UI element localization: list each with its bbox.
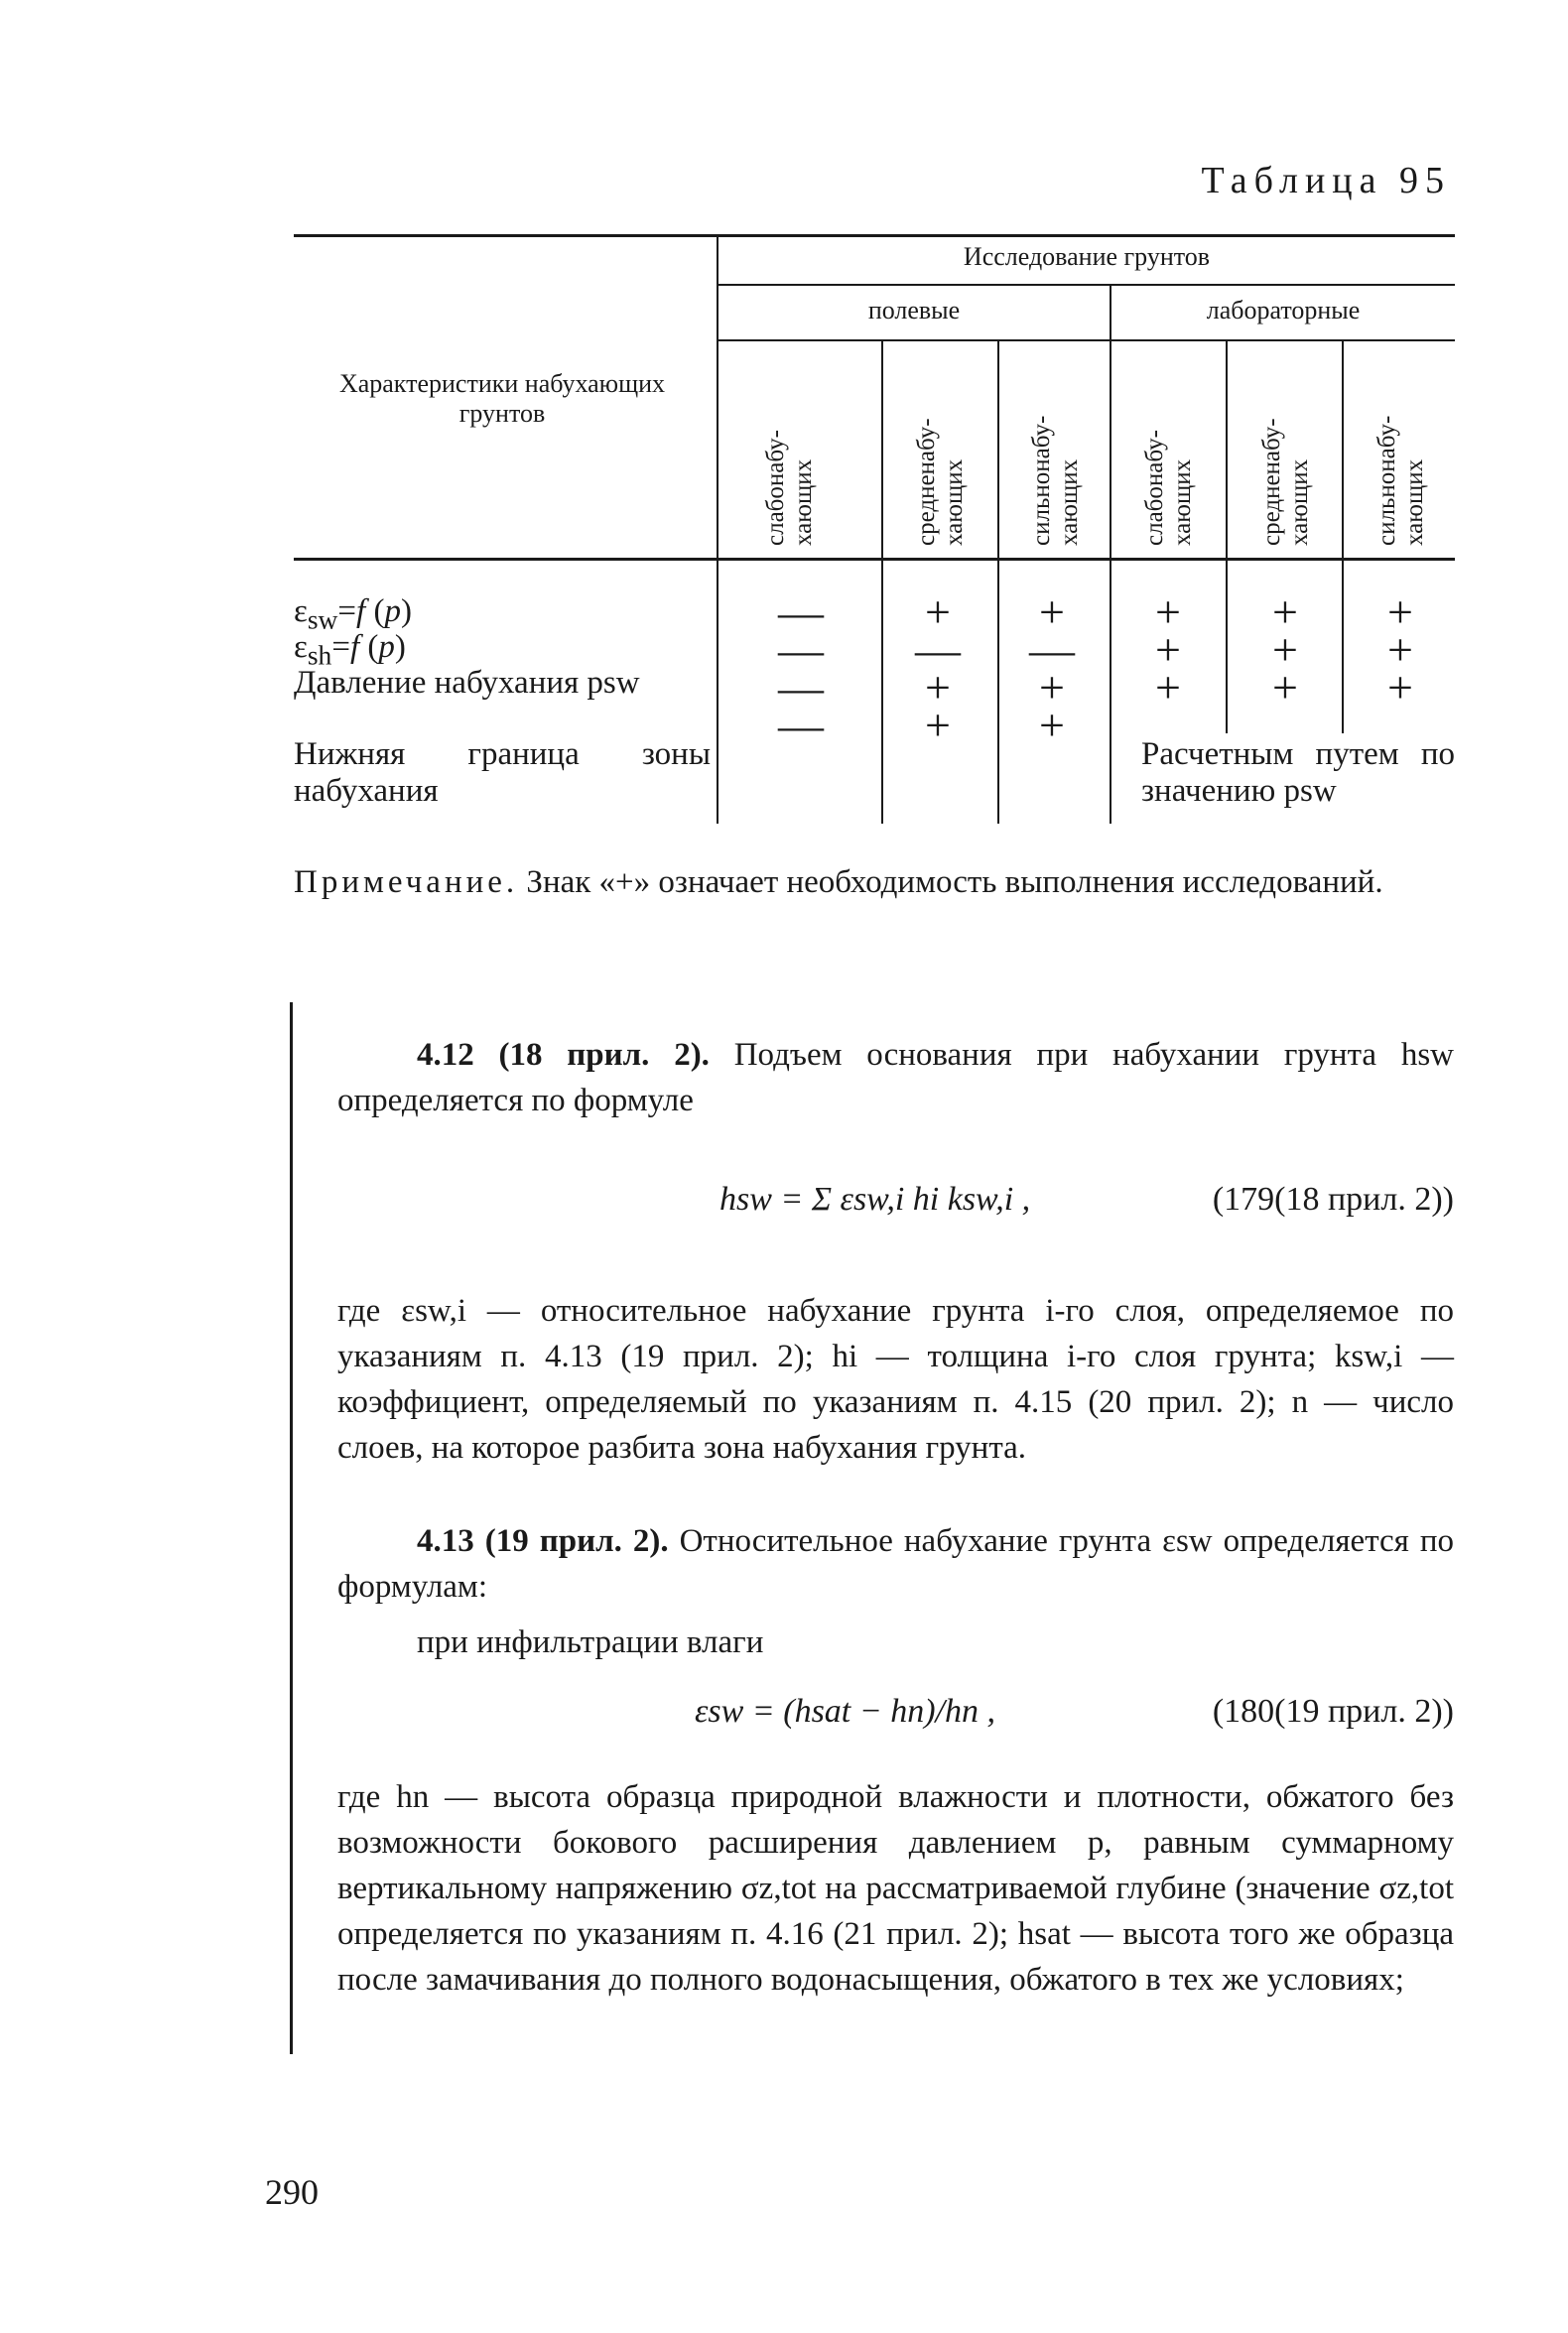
cell-r1-c2: +	[925, 586, 951, 637]
cell-r4-c3: +	[1039, 700, 1065, 750]
cell-r1-c3: +	[1039, 586, 1065, 637]
note-text: Знак «+» означает необходимость выполнения исследований.	[526, 864, 1383, 900]
p412-text: Подъем основания при набухании грунта hsw определяется по формуле	[337, 1037, 1455, 1118]
infiltration-line: при инфильтрации влаги	[417, 1624, 764, 1660]
cell-r4-c2: +	[925, 700, 951, 750]
table-vline-lab-2	[1342, 341, 1344, 733]
header-study: Исследование грунтов	[963, 242, 1211, 271]
cell-r1-c6: +	[1387, 586, 1413, 637]
cell-r2-c3: —	[1029, 624, 1075, 675]
header-lab: лабораторные	[1206, 296, 1361, 324]
cell-r2-c1: —	[778, 624, 824, 675]
row-label-pressure: Давление набухания psw	[294, 665, 640, 701]
cell-r1-c1: —	[778, 586, 824, 637]
field-lab-under-rule	[717, 339, 1455, 341]
formula-180: εsw = (hsat − hn)/hn ,	[695, 1693, 995, 1730]
paragraph-where-180: где hn — высота образца природной влажности и плотности, обжатого без возможности бокового расширения давлением p, равным суммарному вертикальному напряжению σz,tot на рассматриваемой глубине (значение σz,tot определяется по указаниям п. 4.16 (21 прил. 2); hsat — высота того же образца после замачивания до полного водонасыщения, обжатого в тех же условиях;	[337, 1779, 1454, 1998]
cell-r3-c5: +	[1272, 662, 1298, 713]
cell-r2-c4: +	[1155, 624, 1181, 675]
column-header-lab-medium: средненабу- хающих	[1258, 418, 1313, 546]
column-header-lab-weak: слабонабу- хающих	[1141, 430, 1196, 546]
table-header-bottom-rule	[294, 558, 1455, 561]
p412-head: 4.12 (18 прил. 2).	[417, 1037, 710, 1073]
table-vline-field-2	[997, 341, 999, 824]
formula-179: hsw = Σ εsw,i hi ksw,i ,	[719, 1181, 1031, 1218]
table-vline-lab-1	[1226, 341, 1228, 733]
p413-text: Относительное набухание грунта εsw определяется по формулам:	[337, 1523, 1454, 1605]
study-under-rule	[717, 284, 1455, 286]
cell-r3-c6: +	[1387, 662, 1413, 713]
table-note	[294, 861, 1455, 903]
cell-r2-c6: +	[1387, 624, 1413, 675]
cell-r2-c2: —	[915, 624, 961, 675]
p413-head: 4.13 (19 прил. 2).	[417, 1523, 669, 1559]
header-characteristics: Характеристики набухающих грунтов	[338, 369, 666, 428]
note-lead: Примечание.	[294, 864, 519, 900]
row-label-lower-bound: Нижняя граница зоны набухания	[294, 736, 711, 809]
column-header-field-strong: сильнонабу- хающих	[1028, 415, 1083, 546]
cell-r2-c5: +	[1272, 624, 1298, 675]
table-vline-field-lab	[1110, 286, 1111, 824]
table-caption: Таблица 95	[1201, 160, 1451, 201]
column-header-field-weak: слабонабу- хающих	[762, 430, 817, 546]
row-label-esw: $\varepsilon_{sw}=f$ (p)	[294, 593, 412, 635]
table-top-rule	[294, 234, 1455, 237]
formula-179-ref: (179(18 прил. 2))	[1212, 1181, 1454, 1218]
cell-r3-c1: —	[778, 662, 824, 713]
paragraph-where-179: где εsw,i — относительное набухание грунта i-го слоя, определяемое по указаниям п. 4.13 (19 прил. 2); hi — толщина i-го слоя грунта; ksw,i — коэффициент, определяемый по указаниям п. 4.15 (20 прил. 2); n — число слоев, на которое разбита зона набухания грунта.	[337, 1293, 1454, 1466]
cell-r4-c1: —	[778, 700, 824, 750]
paragraph-4-13	[337, 1518, 1454, 1610]
header-field: полевые	[867, 296, 961, 324]
cell-r3-c3: +	[1039, 662, 1065, 713]
formula-180-ref: (180(19 прил. 2))	[1212, 1693, 1454, 1730]
cell-r1-c4: +	[1155, 586, 1181, 637]
revision-bar	[290, 1002, 293, 2054]
column-header-field-medium: средненабу- хающих	[913, 418, 968, 546]
page-number: 290	[265, 2172, 319, 2212]
cell-r3-c2: +	[925, 662, 951, 713]
paragraph-4-12	[337, 1032, 1454, 1123]
cell-r4-lab-text: Расчетным путем по значению psw	[1141, 736, 1455, 809]
cell-r1-c5: +	[1272, 586, 1298, 637]
table-vline-field-1	[881, 341, 883, 824]
row-label-esh: $\varepsilon_{sh}=f$ (p)	[294, 629, 406, 671]
cell-r3-c4: +	[1155, 662, 1181, 713]
column-header-lab-strong: сильнонабу- хающих	[1373, 415, 1428, 546]
